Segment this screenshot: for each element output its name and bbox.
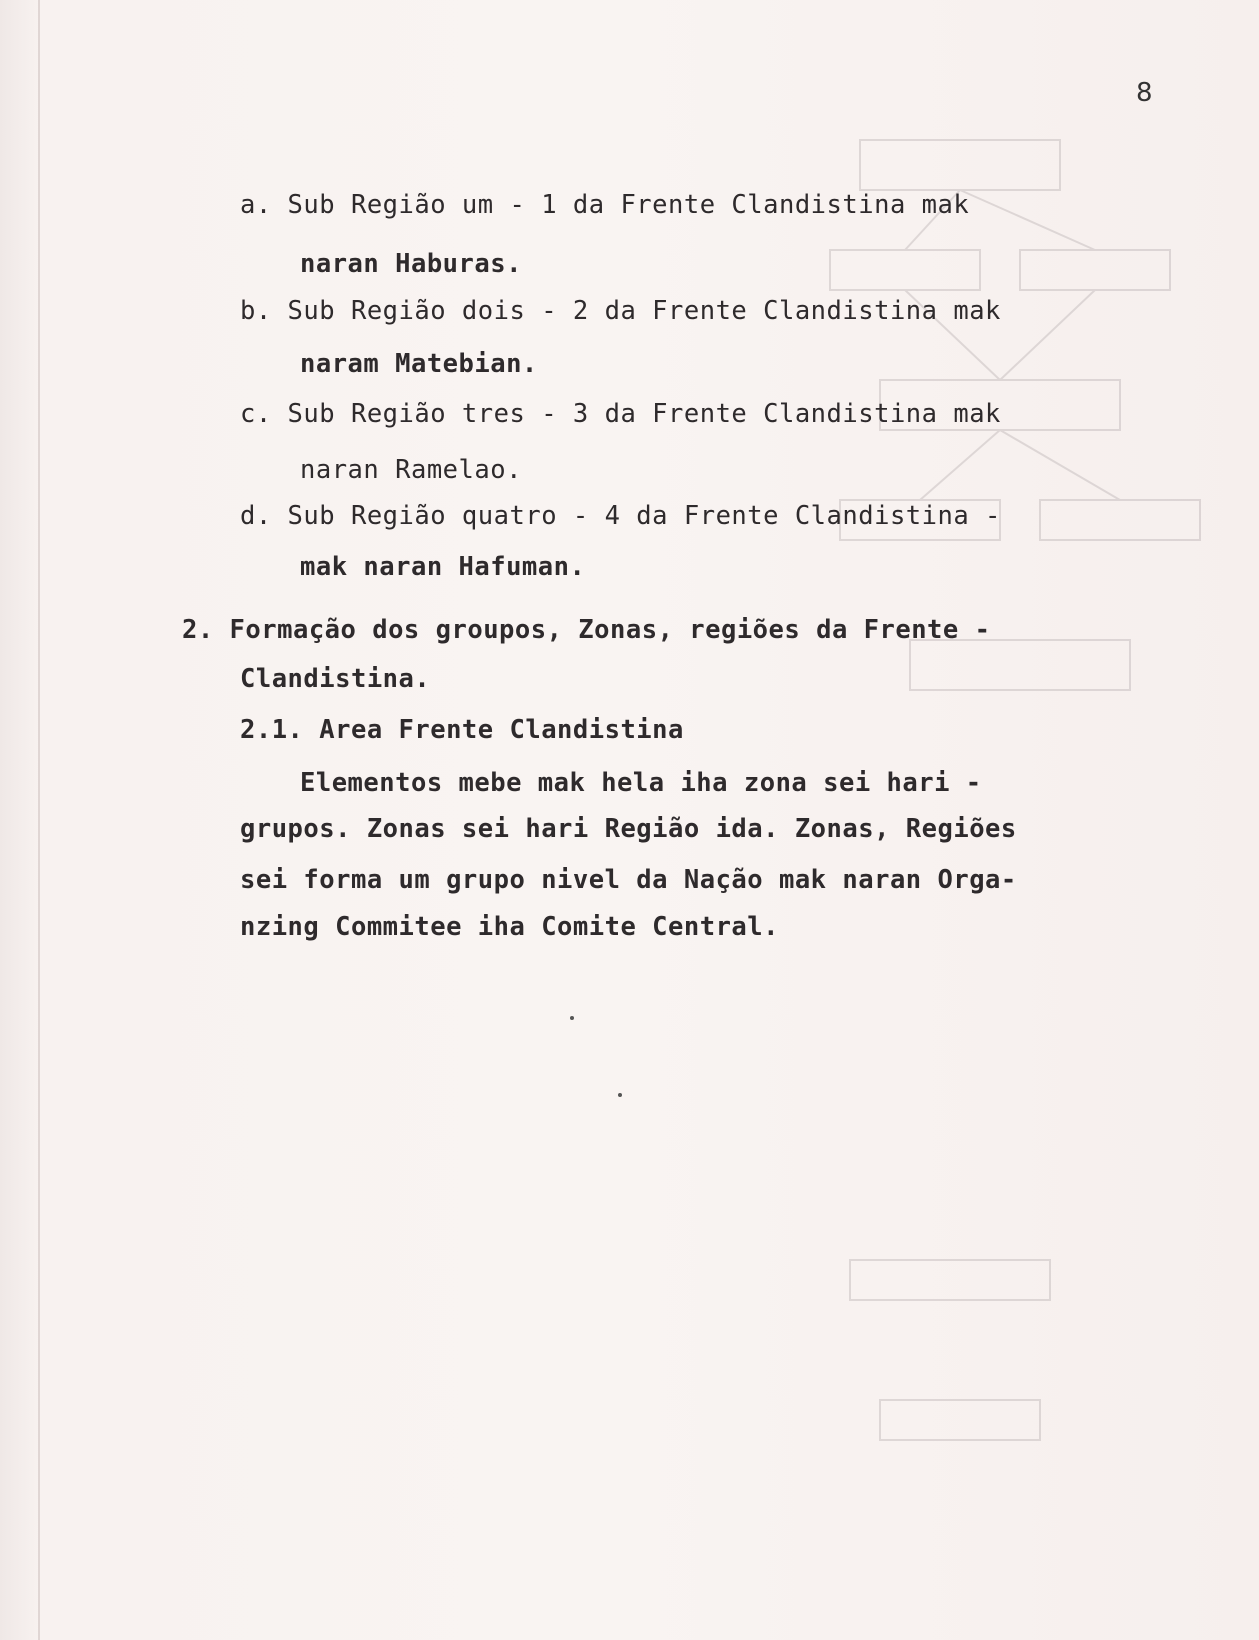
list-item-b: b. Sub Região dois - 2 da Frente Clandistina mak xyxy=(240,296,1001,326)
page-number: 8 xyxy=(1136,78,1153,108)
list-item-b-continuation: naram Matebian. xyxy=(300,349,538,379)
paragraph-line-4: nzing Commitee iha Comite Central. xyxy=(240,912,779,942)
list-item-c: c. Sub Região tres - 3 da Frente Clandistina mak xyxy=(240,399,1001,429)
list-item-d-continuation: mak naran Hafuman. xyxy=(300,552,586,582)
section-heading: 2. Formação dos groupos, Zonas, regiões da Frente - xyxy=(182,615,991,645)
binding-edge xyxy=(38,0,40,1640)
paragraph-line-3: sei forma um grupo nivel da Nação mak naran Orga- xyxy=(240,865,1017,895)
list-item-c-continuation: naran Ramelao. xyxy=(300,455,522,485)
stray-mark xyxy=(618,1093,622,1097)
paragraph-line-1: Elementos mebe mak hela iha zona sei hari - xyxy=(300,768,982,798)
subsection-heading: 2.1. Area Frente Clandistina xyxy=(240,715,684,745)
section-heading-continuation: Clandistina. xyxy=(240,664,431,694)
list-item-a-continuation: naran Haburas. xyxy=(300,249,522,279)
stray-mark xyxy=(570,1016,574,1020)
list-item-a: a. Sub Região um - 1 da Frente Clandistina mak xyxy=(240,190,970,220)
paragraph-line-2: grupos. Zonas sei hari Região ida. Zonas, Regiões xyxy=(240,814,1017,844)
list-item-d: d. Sub Região quatro - 4 da Frente Clandistina - xyxy=(240,501,1001,531)
